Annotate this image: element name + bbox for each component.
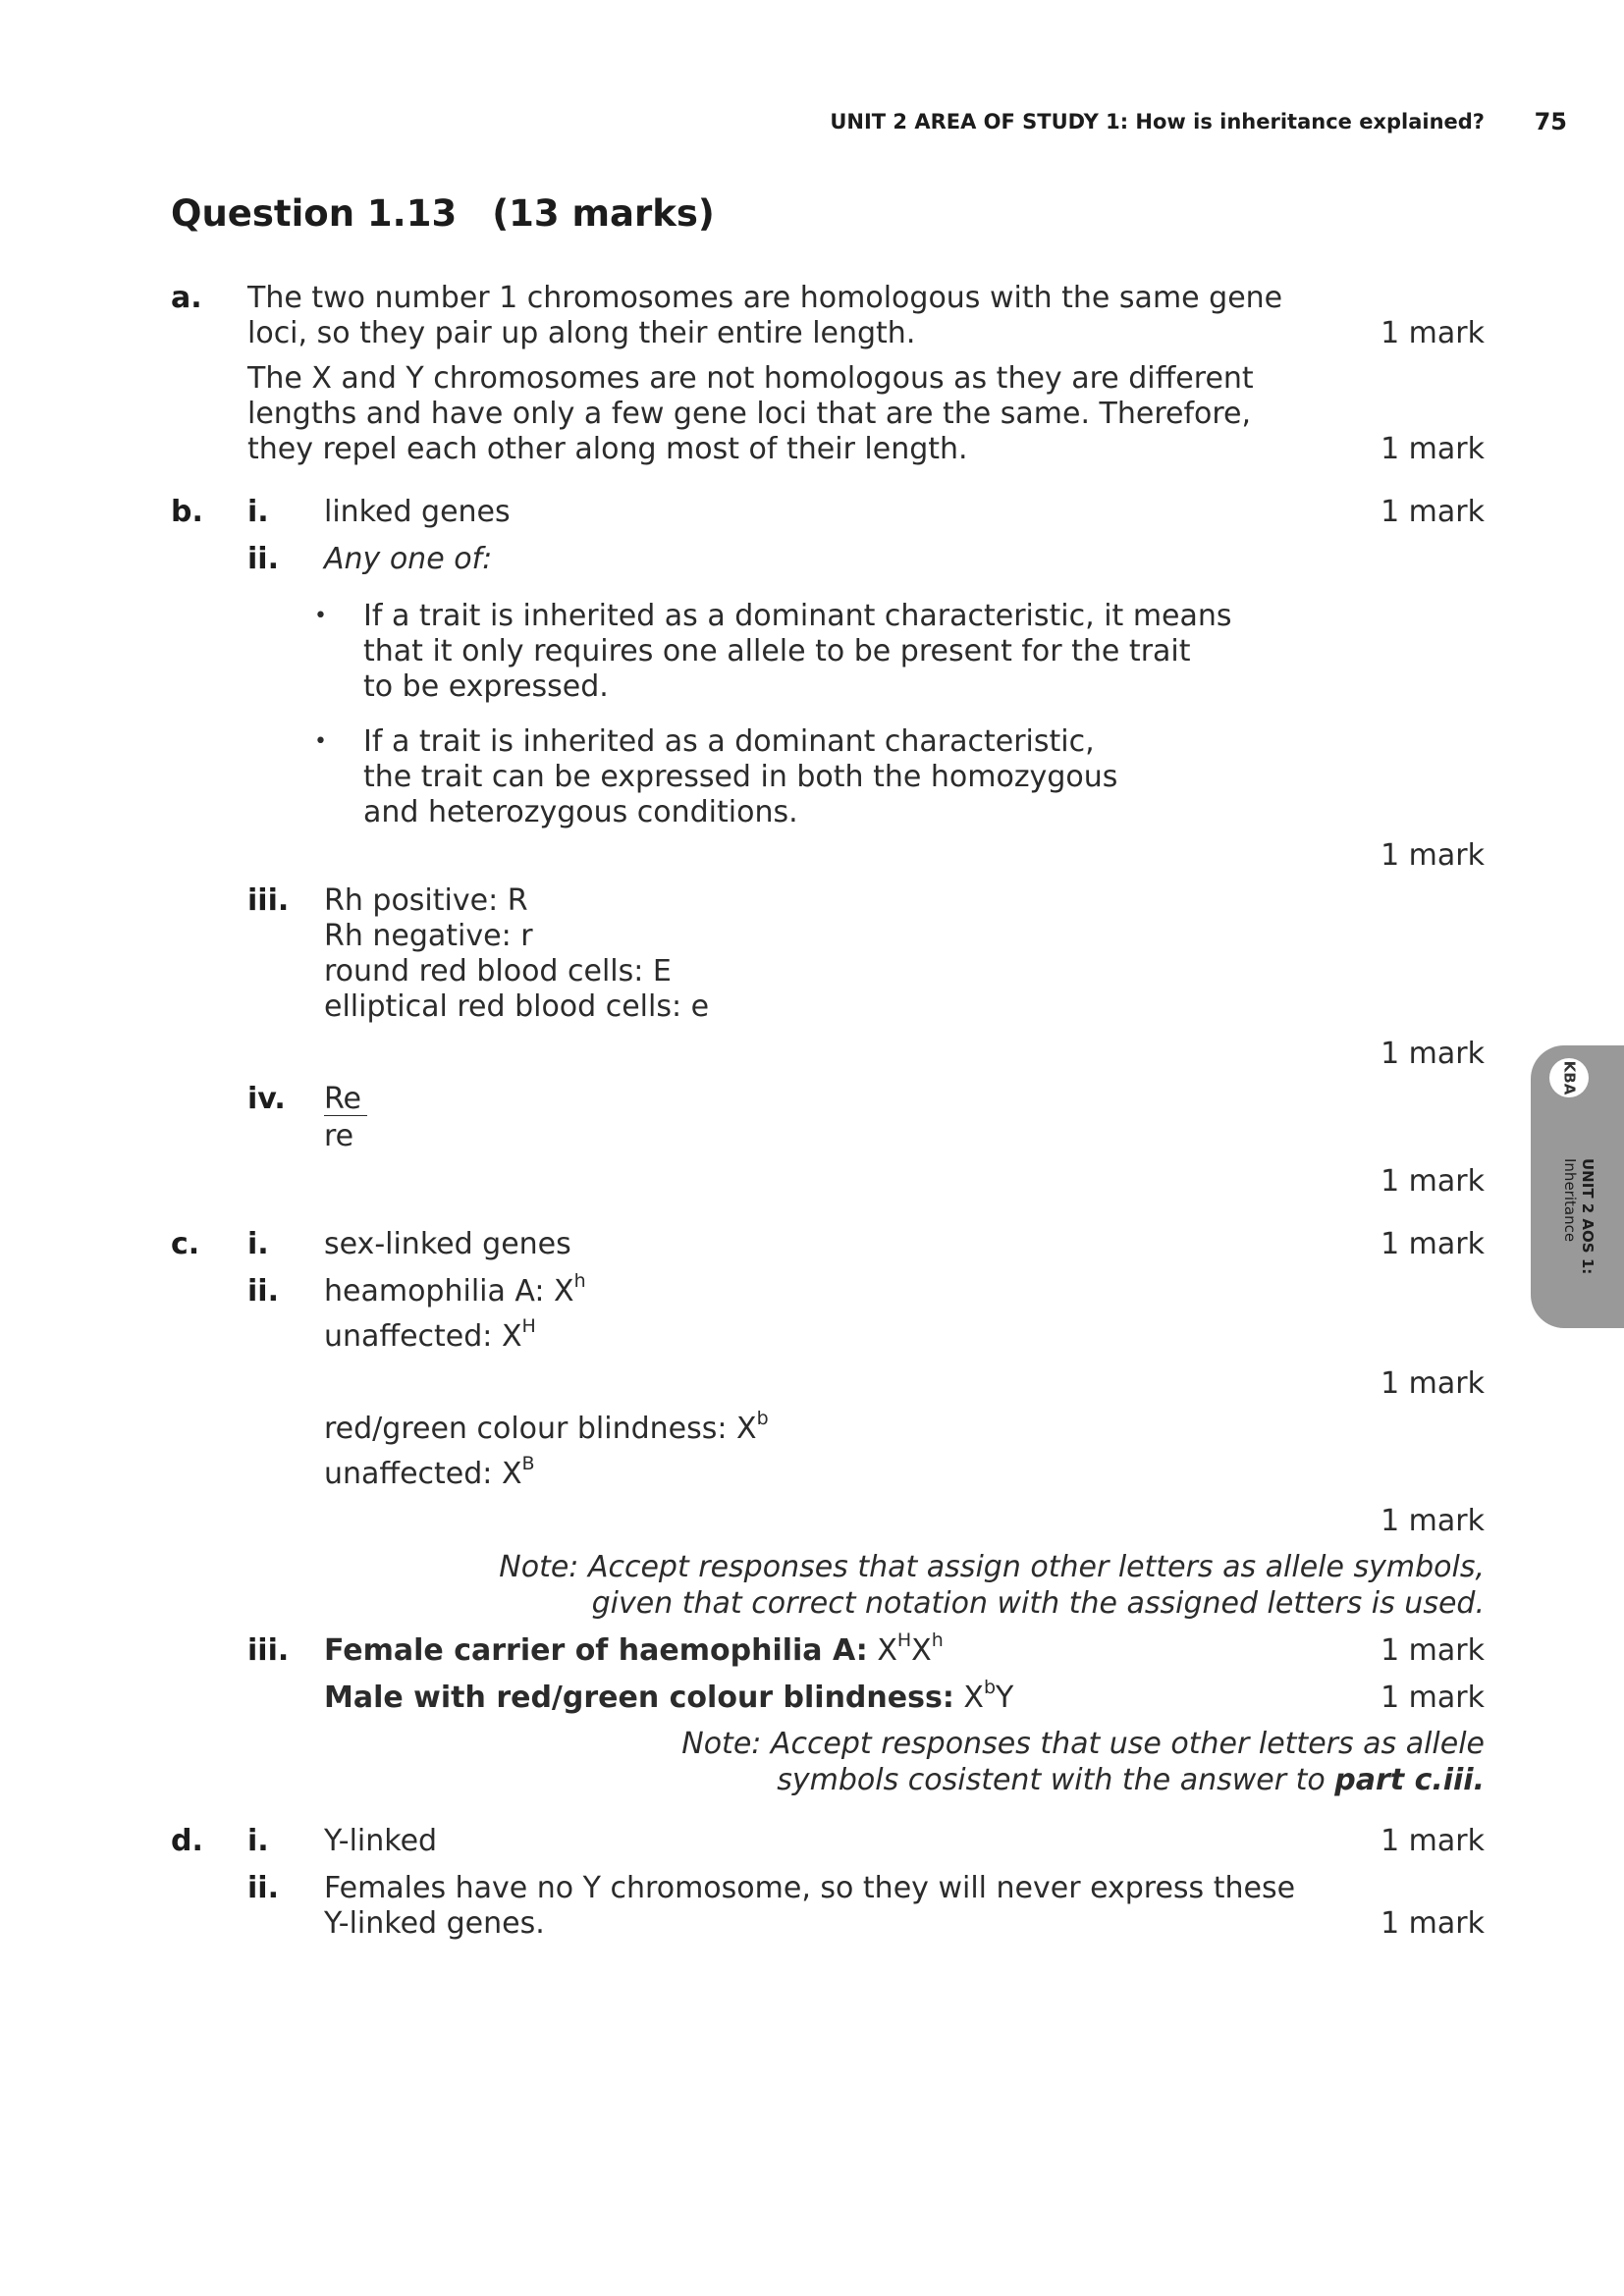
genotype-divider (324, 1115, 367, 1116)
bullet-1-line2: that it only requires one allele to be present for the trait (363, 634, 1191, 668)
part-d-ii-line1: Females have no Y chromosome, so they will never express these (324, 1871, 1296, 1905)
part-b-iii-label: iii. (247, 883, 290, 918)
part-b-iii-line2: Rh negative: r (324, 919, 533, 953)
part-d-label: d. (171, 1824, 203, 1858)
part-a-para2-line2: lengths and have only a few gene loci that are the same. Therefore, (247, 397, 1252, 431)
part-b-iii-line4: elliptical red blood cells: e (324, 989, 710, 1024)
part-b-iii-line3: round red blood cells: E (324, 954, 672, 988)
colour-unaffected-allele: unaffected: $X^B$ (324, 1453, 535, 1491)
genotype-bottom: re (324, 1119, 354, 1153)
part-d-ii-line2: Y-linked genes. (324, 1906, 545, 1941)
colour-blindness-allele: red/green colour blindness: $X^b$ (324, 1408, 769, 1446)
mark-a-2: 1 mark (1380, 432, 1485, 466)
note-c-iii-line2: symbols cosistent with the answer to part c.iii. (777, 1763, 1485, 1797)
mark-c-iii-1: 1 mark (1380, 1633, 1485, 1668)
part-d-ii-label: ii. (247, 1871, 279, 1905)
question-marks: (13 marks) (492, 192, 715, 235)
note-c-iii-line1: Note: Accept responses that use other letters as allele (681, 1727, 1485, 1761)
mark-a-1: 1 mark (1380, 316, 1485, 350)
question-title (171, 192, 715, 235)
bullet-1-dot: • (314, 604, 327, 628)
part-c-i-text: sex-linked genes (324, 1227, 571, 1261)
genotype-top: Re (324, 1082, 361, 1116)
bullet-2-line1: If a trait is inherited as a dominant characteristic, (363, 724, 1095, 759)
part-a-para1-line2: loci, so they pair up along their entire length. (247, 316, 916, 350)
male-colour-blind-genotype: Male with red/green colour blindness: $X^bY$ (324, 1677, 1014, 1715)
part-c-iii-label: iii. (247, 1633, 290, 1668)
part-b-iii-line1: Rh positive: R (324, 883, 528, 918)
side-tab-line1: UNIT 2 AOS 1: (1579, 1158, 1597, 1275)
part-b-ii-intro: Any one of: (324, 542, 493, 576)
running-header: UNIT 2 AREA OF STUDY 1: How is inheritance explained? (830, 110, 1485, 133)
part-a-para2-line3: they repel each other along most of their length. (247, 432, 968, 466)
side-tab-label (1540, 1158, 1598, 1276)
mark-b-ii: 1 mark (1380, 838, 1485, 873)
bullet-2-line2: the trait can be expressed in both the homozygous (363, 760, 1118, 794)
part-b-ii-label: ii. (247, 542, 279, 576)
mark-c-i: 1 mark (1380, 1227, 1485, 1261)
mark-b-iv: 1 mark (1380, 1164, 1485, 1199)
part-a-para2-line1: The X and Y chromosomes are not homologous as they are different (247, 361, 1254, 396)
part-b-iv-label: iv. (247, 1082, 286, 1116)
mark-b-iii: 1 mark (1380, 1037, 1485, 1071)
bullet-1-line1: If a trait is inherited as a dominant characteristic, it means (363, 599, 1232, 633)
bullet-2-line3: and heterozygous conditions. (363, 795, 798, 829)
mark-d-i: 1 mark (1380, 1824, 1485, 1858)
mark-c-ii-1: 1 mark (1380, 1366, 1485, 1401)
part-c-ii-label: ii. (247, 1274, 279, 1308)
haemophilia-allele: heamophilia A: $X^h$ (324, 1270, 586, 1308)
haemophilia-unaffected-allele: unaffected: $X^H$ (324, 1315, 536, 1354)
part-d-i-label: i. (247, 1824, 269, 1858)
mark-c-ii-2: 1 mark (1380, 1504, 1485, 1538)
part-b-i-label: i. (247, 495, 269, 529)
part-a-para1-line1: The two number 1 chromosomes are homologous with the same gene (247, 281, 1283, 315)
bullet-2-dot: • (314, 729, 327, 754)
note-c-ii-line2: given that correct notation with the assigned letters is used. (591, 1586, 1485, 1621)
mark-b-i: 1 mark (1380, 495, 1485, 529)
part-d-i-text: Y-linked (324, 1824, 438, 1858)
part-b-i-text: linked genes (324, 495, 511, 529)
part-c-i-label: i. (247, 1227, 269, 1261)
part-c-label: c. (171, 1227, 200, 1261)
female-carrier-genotype: Female carrier of haemophilia A: $X^HX^h$ (324, 1629, 944, 1668)
mark-d-ii: 1 mark (1380, 1906, 1485, 1941)
side-tab-line2: Inheritance (1561, 1158, 1579, 1243)
part-a-label: a. (171, 281, 202, 315)
mark-c-iii-2: 1 mark (1380, 1681, 1485, 1715)
question-number: Question 1.13 (171, 192, 458, 235)
bullet-1-line3: to be expressed. (363, 669, 609, 704)
page-number: 75 (1534, 108, 1567, 135)
part-b-label: b. (171, 495, 203, 529)
note-c-ii-line1: Note: Accept responses that assign other letters as allele symbols, (499, 1550, 1485, 1584)
publisher-logo-icon: KBA (1549, 1058, 1589, 1097)
